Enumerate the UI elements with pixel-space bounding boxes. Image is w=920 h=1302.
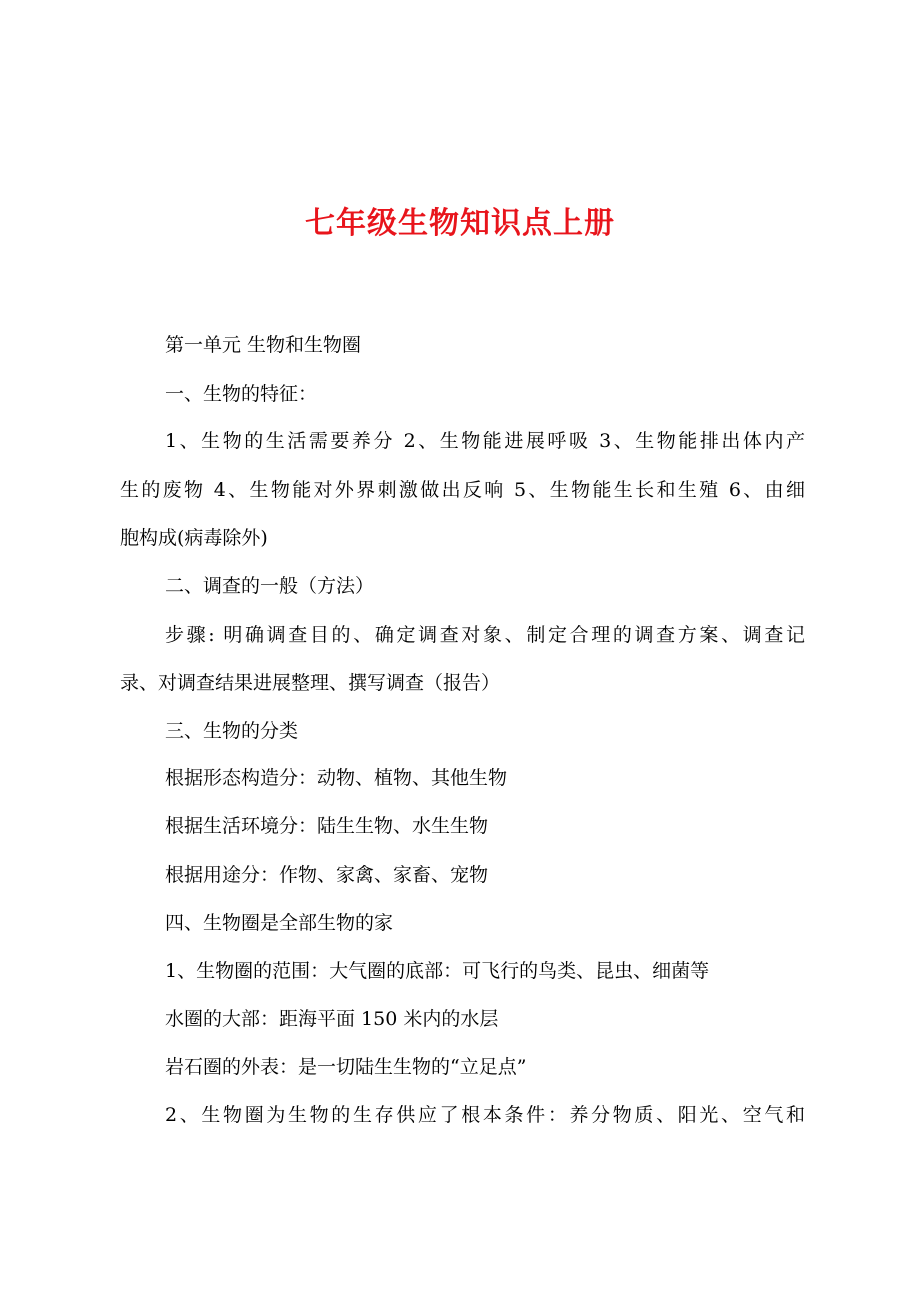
paragraph-line: 1、生物圈的范围：大气圈的底部：可飞行的鸟类、昆虫、细菌等	[165, 960, 710, 982]
section-heading: 二、调查的一般（方法）	[165, 575, 375, 597]
paragraph-line: 根据形态构造分：动物、植物、其他生物	[165, 767, 508, 789]
paragraph-line: 步骤: 明确调查目的、确定调查对象、制定合理的调查方案、调查记	[165, 624, 805, 646]
paragraph-line: 2、生物圈为生物的生存供应了根本条件：养分物质、阳光、空气和	[165, 1104, 805, 1126]
paragraph-line: 录、对调查结果进展整理、撰写调查（报告）	[120, 672, 501, 694]
paragraph-line: 根据用途分：作物、家禽、家畜、宠物	[165, 864, 489, 886]
unit-heading: 第一单元 生物和生物圈	[165, 334, 362, 356]
paragraph-line: 胞构成(病毒除外)	[120, 527, 268, 549]
document-title: 七年级生物知识点上册	[305, 206, 615, 241]
paragraph-line: 岩石圈的外表：是一切陆生生物的“立足点”	[165, 1056, 527, 1078]
section-heading: 一、生物的特征：	[165, 383, 318, 405]
paragraph-line: 生的废物 4、生物能对外界刺激做出反响 5、生物能生长和生殖 6、由细	[120, 479, 805, 501]
section-heading: 四、生物圈是全部生物的家	[165, 912, 394, 934]
paragraph-line: 水圈的大部：距海平面 150 米内的水层	[165, 1008, 499, 1030]
section-heading: 三、生物的分类	[165, 720, 299, 742]
paragraph-line: 1、生物的生活需要养分 2、生物能进展呼吸 3、生物能排出体内产	[165, 430, 805, 452]
paragraph-line: 根据生活环境分：陆生生物、水生生物	[165, 815, 489, 837]
